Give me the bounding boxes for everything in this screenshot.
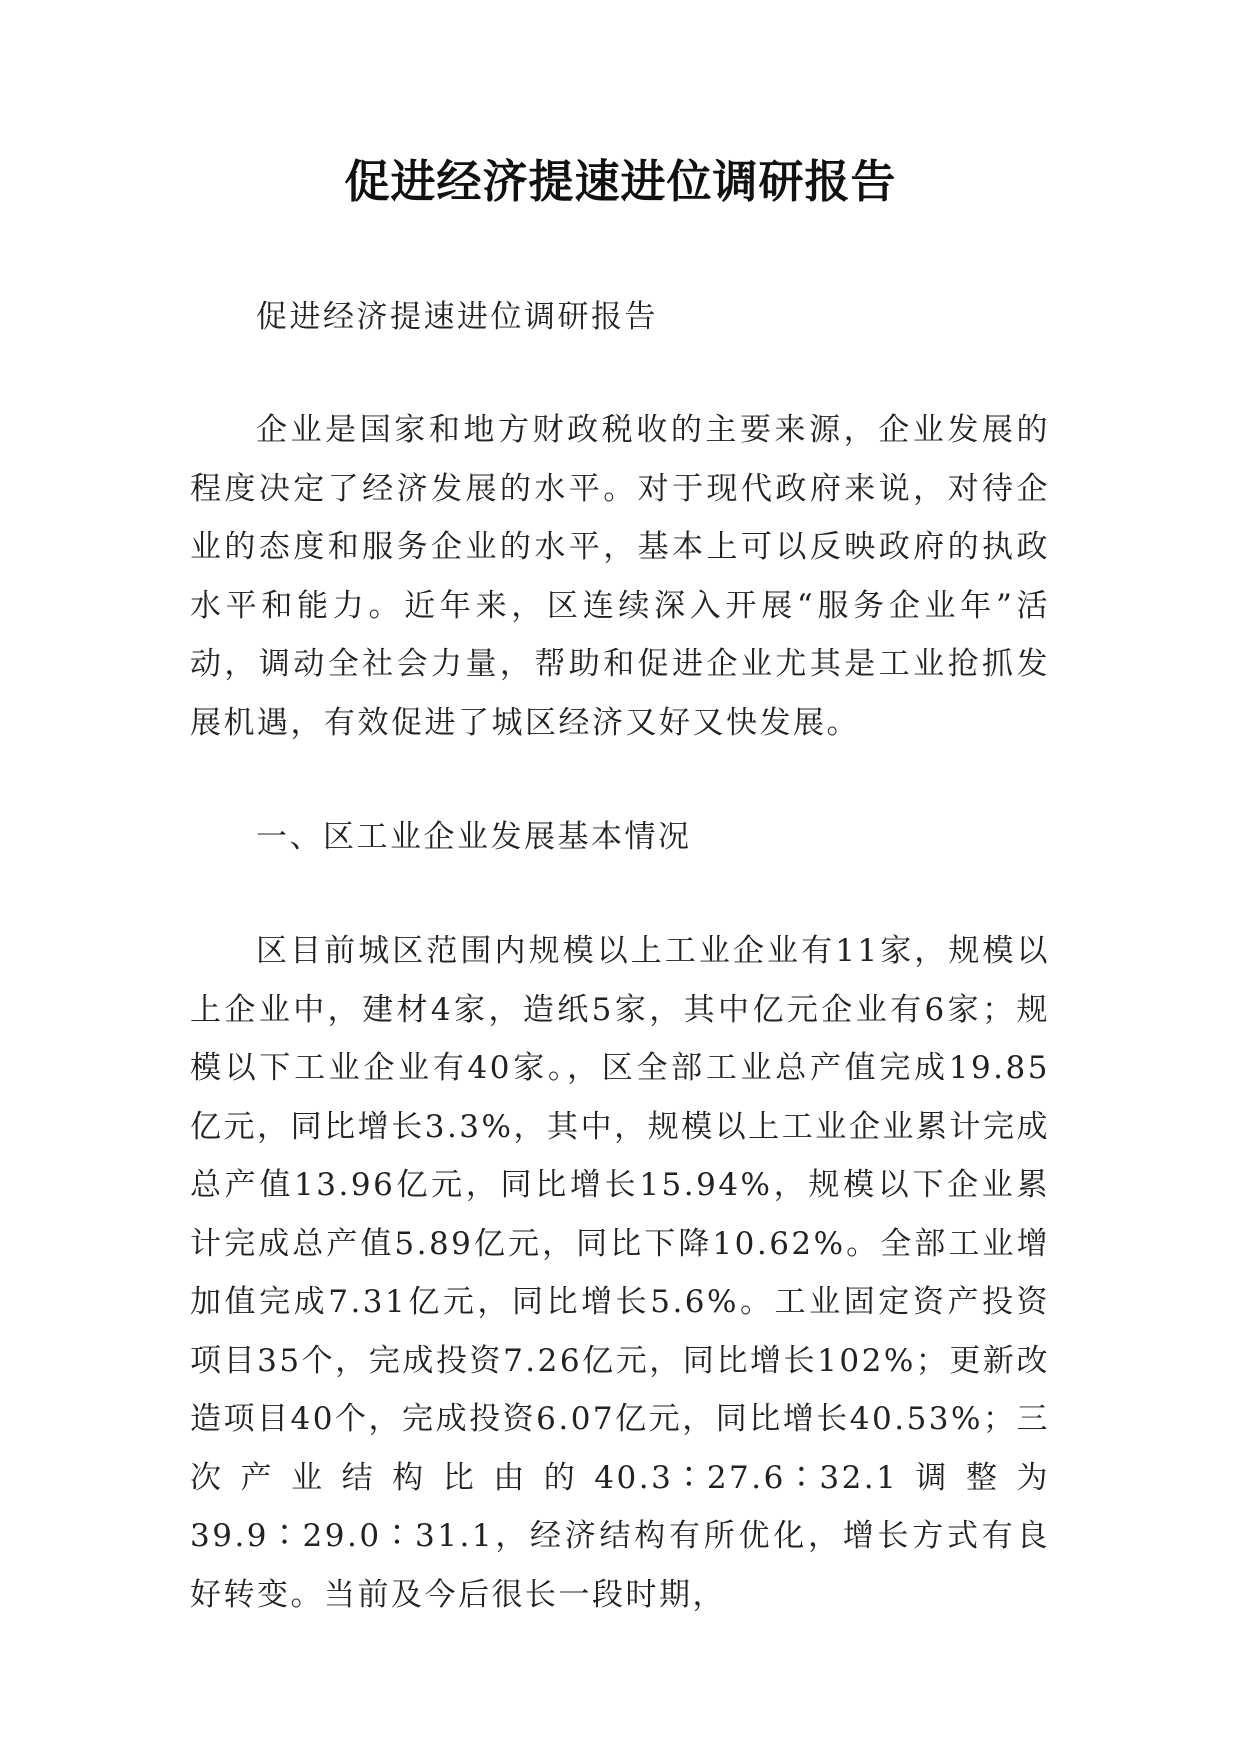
section-paragraph: 区目前城区范围内规模以上工业企业有11家，规模以上企业中，建材4家，造纸5家，其中亿元企业有6家；规模以下工业企业有40家。，区全部工业总产值完成19.85亿元，同比增长3.3%，其中，规模以上工业企业累计完成总产值13.96亿元，同比增长15.94%，规模以下企业累计完成总产值5.89亿元，同比下降10.62%。全部工业增加值完成7.31亿元，同比增长5.6%。工业固定资产投资项目35个，完成投资7.26亿元，同比增长102%；更新改造项目40个，完成投资6.07亿元，同比增长40.53%；三次产业结构比由的40.3∶27.6∶32.1调整为39.9∶29.0∶31.1，经济结构有所优化，增长方式有良好转变。当前及今后很长一段时期， [190, 933, 1050, 1613]
document-subtitle: 促进经济提速进位调研报告 [256, 299, 658, 335]
document-title: 促进经济提速进位调研报告 [344, 155, 897, 208]
section-heading: 一、区工业企业发展基本情况 [256, 819, 692, 855]
intro-paragraph: 企业是国家和地方财政税收的主要来源，企业发展的程度决定了经济发展的水平。对于现代政府来说，对待企业的态度和服务企业的水平，基本上可以反映政府的执政水平和能力。近年来，区连续深入开展“服务企业年”活动，调动全社会力量，帮助和促进企业尤其是工业抢抓发展机遇，有效促进了城区经济又好又快发展。 [190, 412, 1050, 741]
